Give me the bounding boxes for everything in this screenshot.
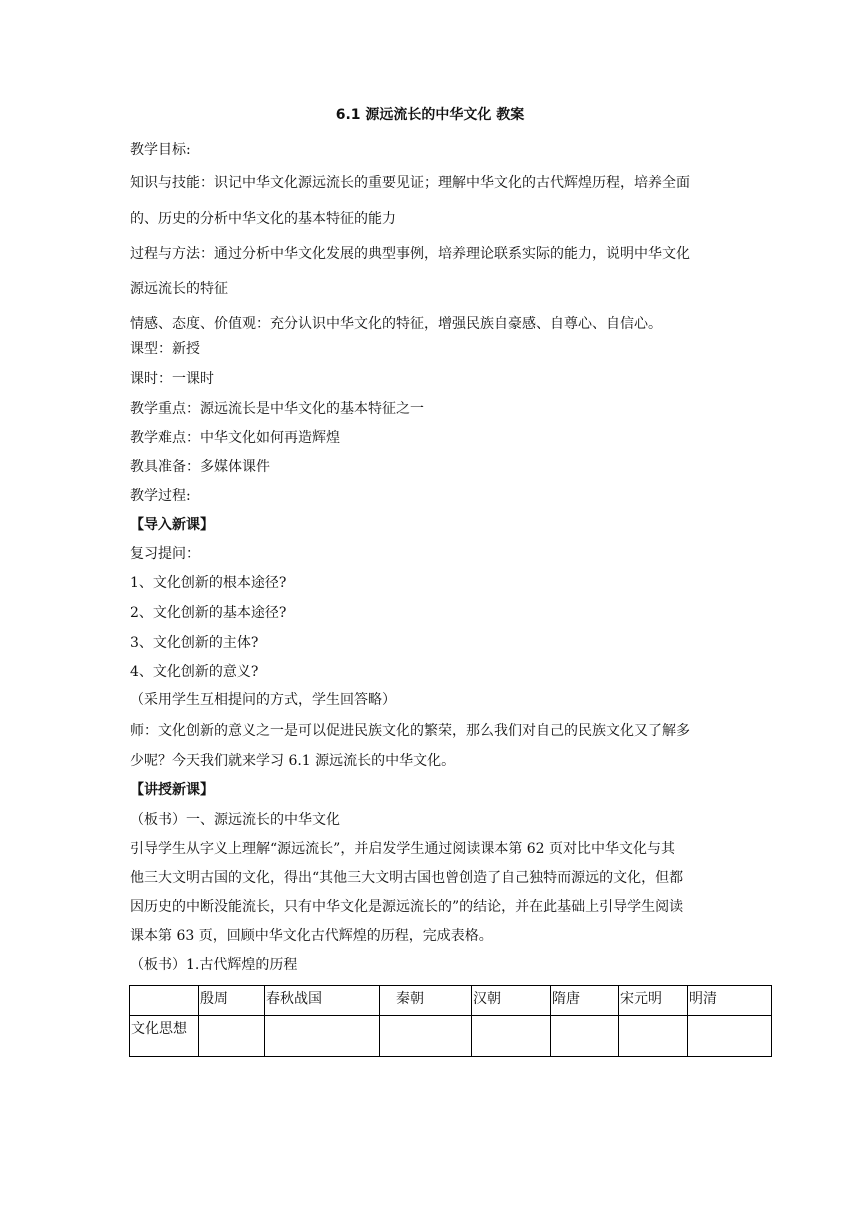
page-title: 6.1 源远流长的中华文化 教案 <box>335 107 525 123</box>
text-line-process-1: 过程与方法：通过分析中华文化发展的典型事例，培养理论联系实际的能力，说明中华文化 <box>130 246 690 262</box>
text-line-guide-3: 因历史的中断没能流长，只有中华文化是源远流长的”的结论，并在此基础上引导学生阅读 <box>130 899 684 915</box>
table-row-label: 文化思想 <box>130 1016 199 1057</box>
table-row <box>130 1016 772 1057</box>
table-cell <box>688 1016 772 1057</box>
table-header-cell: 宋元明 <box>619 986 688 1016</box>
text-line-knowledge-2: 的、历史的分析中华文化的基本特征的能力 <box>130 211 396 227</box>
section-heading-new-lesson: 【讲授新课】 <box>130 782 214 798</box>
table-header-row <box>130 986 772 1016</box>
table-cell <box>380 1016 472 1057</box>
table-header-cell: 隋唐 <box>551 986 619 1016</box>
text-line-guide-1: 引导学生从字义上理解“源远流长”，并启发学生通过阅读课本第 62 页对比中华文化与其 <box>130 841 676 857</box>
table-cell <box>265 1016 380 1057</box>
table-cell <box>472 1016 551 1057</box>
text-line-process-2: 源远流长的特征 <box>130 281 228 297</box>
text-line-key-point: 教学重点：源远流长是中华文化的基本特征之一 <box>130 401 424 417</box>
question-2: 2、文化创新的基本途径? <box>130 605 287 621</box>
text-line-knowledge-1: 知识与技能：识记中华文化源远流长的重要见证；理解中华文化的古代辉煌历程，培养全面 <box>130 175 690 191</box>
text-line-process-heading: 教学过程: <box>130 488 191 504</box>
text-line-teacher-1: 师：文化创新的意义之一是可以促进民族文化的繁荣，那么我们对自己的民族文化又了解多 <box>130 723 690 739</box>
table-header-cell: 汉朝 <box>472 986 551 1016</box>
text-line-difficulty: 教学难点：中华文化如何再造辉煌 <box>130 430 340 446</box>
text-line-method: （采用学生互相提问的方式，学生回答略） <box>130 692 396 708</box>
table-header-cell: 春秋战国 <box>265 986 380 1016</box>
table-cell <box>199 1016 265 1057</box>
text-line-objectives: 教学目标: <box>130 142 191 158</box>
question-4: 4、文化创新的意义? <box>130 664 259 680</box>
text-line-board-2: （板书）1.古代辉煌的历程 <box>130 957 298 973</box>
text-line-emotion: 情感、态度、价值观：充分认识中华文化的特征，增强民族自豪感、自尊心、自信心。 <box>130 316 662 332</box>
text-line-board-1: （板书）一、源远流长的中华文化 <box>130 812 340 828</box>
table-cell <box>619 1016 688 1057</box>
text-line-lesson-time: 课时：一课时 <box>130 371 214 387</box>
table-header-cell <box>130 986 199 1016</box>
history-table <box>129 985 772 1057</box>
table-cell <box>551 1016 619 1057</box>
text-line-lesson-type: 课型：新授 <box>130 341 200 357</box>
table-header-cell: 秦朝 <box>380 986 472 1016</box>
text-line-guide-2: 他三大文明古国的文化，得出“其他三大文明古国也曾创造了自己独特而源远的文化，但都 <box>130 870 684 886</box>
question-1: 1、文化创新的根本途径? <box>130 575 287 591</box>
table-header-cell: 明清 <box>688 986 772 1016</box>
table-header-cell: 殷周 <box>199 986 265 1016</box>
text-line-materials: 教具准备：多媒体课件 <box>130 459 270 475</box>
text-line-guide-4: 课本第 63 页，回顾中华文化古代辉煌的历程，完成表格。 <box>130 928 493 944</box>
question-3: 3、文化创新的主体? <box>130 635 259 651</box>
text-line-review: 复习提问： <box>130 546 200 562</box>
text-line-teacher-2: 少呢？今天我们就来学习 6.1 源远流长的中华文化。 <box>130 753 456 769</box>
section-heading-intro: 【导入新课】 <box>130 517 214 533</box>
